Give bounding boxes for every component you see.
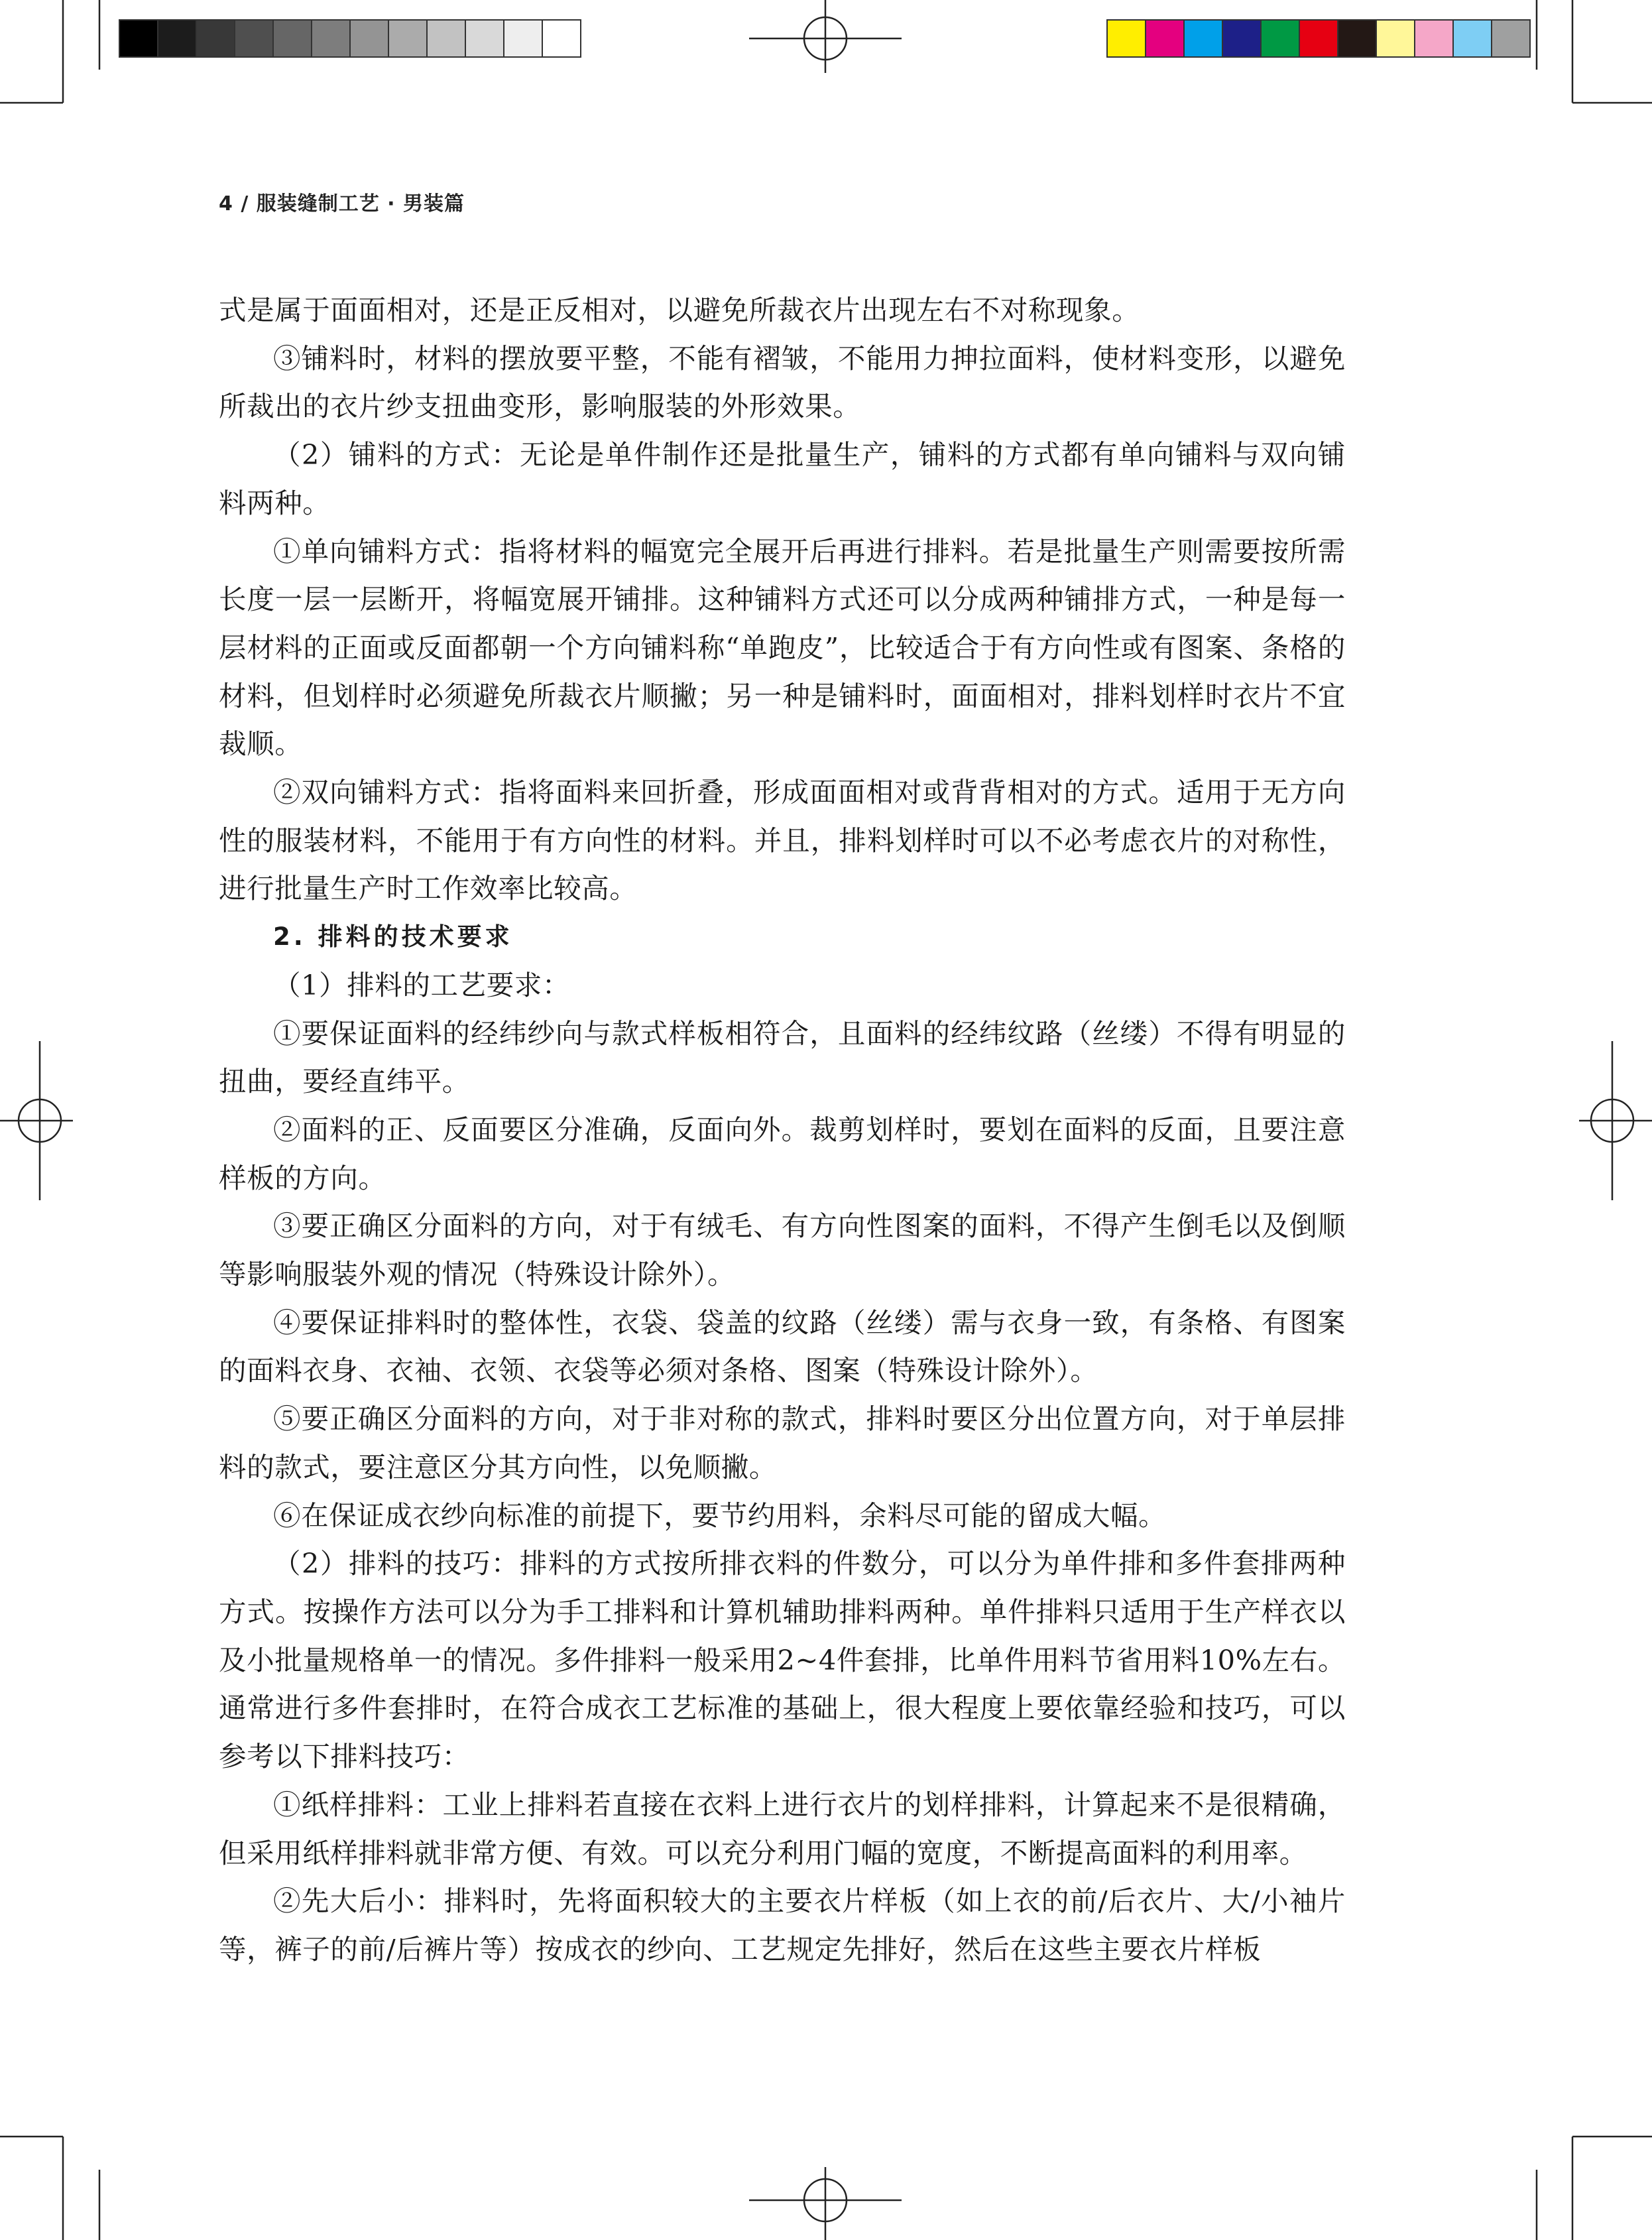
color-swatch bbox=[1146, 20, 1184, 57]
registration-target-right bbox=[1579, 1041, 1652, 1200]
grayscale-calibration-bar bbox=[119, 20, 581, 57]
paragraph: （2）排料的技巧：排料的方式按所排衣料的件数分，可以分为单件排和多件套排两种方式。按操作方法可以分为手工排料和计算机辅助排料两种。单件排料只适用于生产样衣以及小批量规格单一的情况。多件排料一般采用2~4件套排，比单件用料节省用料10%左右。通常进行多件套排时，在符合成衣工艺标准的基础上，很大程度上要依靠经验和技巧，可以参考以下排料技巧： bbox=[219, 1547, 1346, 1773]
paragraph: ⑥在保证成衣纱向标准的前提下，要节约用料，余料尽可能的留成大幅。 bbox=[273, 1499, 1167, 1532]
color-swatch bbox=[1261, 20, 1299, 57]
paragraph: （2）铺料的方式：无论是单件制作还是批量生产，铺料的方式都有单向铺料与双向铺料两种。 bbox=[219, 438, 1346, 519]
paragraph: ①单向铺料方式：指将材料的幅宽完全展开后再进行排料。若是批量生产则需要按所需长度一层一层断开，将幅宽展开铺排。这种铺料方式还可以分成两种铺排方式，一种是每一层材料的正面或反面都朝一个方向铺料称“单跑皮”，比较适合于有方向性或有图案、条格的材料，但划样时必须避免所裁衣片顺撇；另一种是铺料时，面面相对，排料划样时衣片不宜裁顺。 bbox=[219, 534, 1346, 761]
color-swatch bbox=[1376, 20, 1415, 57]
color-swatch bbox=[1415, 20, 1453, 57]
gray-swatch bbox=[465, 20, 504, 57]
gray-swatch bbox=[119, 20, 158, 57]
paragraph: ④要保证排料时的整体性，衣袋、袋盖的纹路（丝缕）需与衣身一致，有条格、有图案的面料衣身、衣袖、衣领、衣袋等必须对条格、图案（特殊设计除外）。 bbox=[219, 1306, 1346, 1387]
registration-target-bottom bbox=[749, 2167, 902, 2240]
paragraph: （1）排料的工艺要求： bbox=[273, 968, 571, 1001]
gray-swatch bbox=[235, 20, 273, 57]
gray-swatch bbox=[542, 20, 581, 57]
gray-swatch bbox=[388, 20, 427, 57]
color-swatch bbox=[1492, 20, 1530, 57]
gray-swatch bbox=[427, 20, 465, 57]
color-swatch bbox=[1184, 20, 1222, 57]
color-calibration-bar bbox=[1107, 20, 1530, 57]
paragraph: ③要正确区分面料的方向，对于有绒毛、有方向性图案的面料，不得产生倒毛以及倒顺等影响服装外观的情况（特殊设计除外）。 bbox=[219, 1210, 1346, 1291]
gray-swatch bbox=[273, 20, 312, 57]
paragraph: ③铺料时，材料的摆放要平整，不能有褶皱，不能用力抻拉面料，使材料变形，以避免所裁出的衣片纱支扭曲变形，影响服装的外形效果。 bbox=[219, 342, 1346, 423]
paragraph: ②双向铺料方式：指将面料来回折叠，形成面面相对或背背相对的方式。适用于无方向性的服装材料，不能用于有方向性的材料。并且，排料划样时可以不必考虑衣片的对称性，进行批量生产时工作效率比较高。 bbox=[219, 776, 1346, 905]
section-heading: 2. 排料的技术要求 bbox=[273, 922, 513, 952]
paragraph: ①要保证面料的经纬纱向与款式样板相符合，且面料的经纬纹路（丝缕）不得有明显的扭曲，要经直纬平。 bbox=[219, 1017, 1346, 1098]
color-swatch bbox=[1338, 20, 1376, 57]
registration-target-left bbox=[0, 1041, 73, 1200]
paragraph: 式是属于面面相对，还是正反相对，以避免所裁衣片出现左右不对称现象。 bbox=[219, 294, 1140, 326]
body-text bbox=[219, 286, 1346, 1974]
registration-target-top bbox=[749, 0, 902, 73]
paragraph: ②面料的正、反面要区分准确，反面向外。裁剪划样时，要划在面料的反面，且要注意样板的方向。 bbox=[219, 1113, 1346, 1194]
running-header: 4 / 服装缝制工艺 · 男装篇 bbox=[219, 192, 465, 216]
gray-swatch bbox=[312, 20, 350, 57]
gray-swatch bbox=[196, 20, 235, 57]
paragraph: ⑤要正确区分面料的方向，对于非对称的款式，排料时要区分出位置方向，对于单层排料的款式，要注意区分其方向性，以免顺撇。 bbox=[219, 1402, 1346, 1483]
color-swatch bbox=[1222, 20, 1261, 57]
color-swatch bbox=[1299, 20, 1338, 57]
color-swatch bbox=[1453, 20, 1492, 57]
gray-swatch bbox=[504, 20, 542, 57]
gray-swatch bbox=[158, 20, 196, 57]
color-swatch bbox=[1107, 20, 1146, 57]
paragraph: ①纸样排料：工业上排料若直接在衣料上进行衣片的划样排料，计算起来不是很精确，但采用纸样排料就非常方便、有效。可以充分利用门幅的宽度，不断提高面料的利用率。 bbox=[219, 1788, 1346, 1869]
paragraph: ②先大后小：排料时，先将面积较大的主要衣片样板（如上衣的前/后衣片、大/小袖片等，裤子的前/后裤片等）按成衣的纱向、工艺规定先排好，然后在这些主要衣片样板 bbox=[219, 1885, 1346, 1965]
gray-swatch bbox=[350, 20, 388, 57]
